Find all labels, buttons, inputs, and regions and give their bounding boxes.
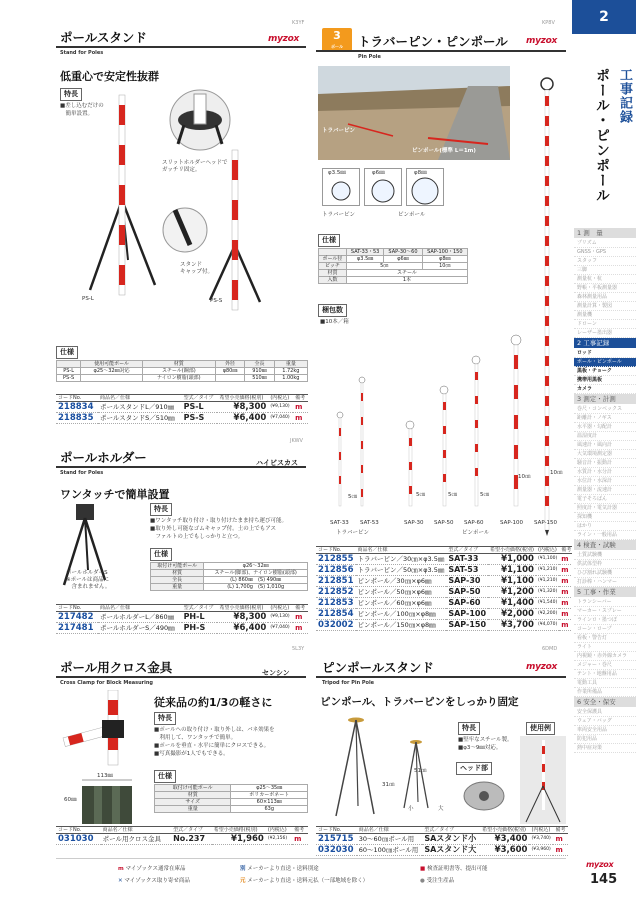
maker-code: 6DMD: [542, 646, 558, 652]
sidebar-item[interactable]: 探知機: [574, 513, 636, 522]
stock-icon: m: [559, 587, 573, 598]
order-table: コードNo. 商品名／仕様 型式／タイプ 希望小売価格(税別) (内税込) 備考 212855 トラバーピン／30㎝×φ3.5㎜ SAT-33 ¥1,000 (¥1,100) m 212856 トラバーピン／50㎝×φ3.5㎜ SAT-53 ¥1,100 (¥1,210) m 212851 ピンポール／30㎝×φ6㎜ SAP-30 ¥1,100 (¥1,210) m 212852 ピンポール／50㎝×φ6㎜ SAP-50 ¥1,200 (¥1,320) m 212853 ピンポール／60㎝×φ6㎜ SAP-60 ¥1,400 (¥1,540) m 212854 ピンポール／100㎝×φ8㎜ SAP-100 ¥2,000 (¥2,200) m 032002 ピンポール／150㎝×φ8㎜ SAP-150 ¥3,700 (¥4,070) m: [318, 547, 572, 630]
sidebar-category[interactable]: 4 検査・試験: [574, 540, 636, 550]
pin-lineup-illustration: [318, 330, 568, 520]
sidebar-category[interactable]: 1 測 量: [574, 228, 636, 238]
section-subtitle: Tripod for Pin Pole: [322, 680, 375, 686]
sidebar-item[interactable]: ポール・ピンポール: [574, 358, 636, 367]
sidebar-item[interactable]: 防犯用品: [574, 735, 636, 744]
section-rule: [56, 46, 306, 48]
sidebar-item[interactable]: はかり: [574, 522, 636, 531]
section-title-pin-stand: ピンポールスタンド: [322, 660, 434, 675]
chapter-tab[interactable]: 2: [572, 0, 636, 34]
caption-cap: スタンド キャップ付。: [180, 262, 214, 275]
sidebar-category[interactable]: 5 工事・作業: [574, 587, 636, 597]
sidebar-item[interactable]: 水平器・勾配計: [574, 423, 636, 432]
brand-name: センシン: [262, 669, 290, 677]
maker-code: KP8V: [542, 20, 555, 26]
tagline: 低重心で安定性抜群: [60, 70, 159, 83]
section-subtitle: Stand for Poles: [60, 50, 104, 56]
cross-clamp-illustration: [58, 690, 148, 770]
table-row: 212853 ピンポール／60㎝×φ6㎜ SAP-60 ¥1,400 (¥1,540) m: [316, 598, 573, 609]
category-sidebar: [572, 0, 636, 900]
sidebar-category[interactable]: 2 工事記録: [574, 338, 636, 348]
sidebar-item[interactable]: 安全保護具: [574, 708, 636, 717]
order-icon: ✕: [118, 878, 123, 884]
table-row: 218835 ポールスタンドS／510㎜ PS-S ¥6,400 (¥7,040) m: [56, 413, 308, 424]
dimension-large: 51㎝: [414, 768, 427, 774]
sidebar-item[interactable]: 水質計・水分計: [574, 468, 636, 477]
sidebar-item[interactable]: 三脚: [574, 266, 636, 275]
sidebar-item[interactable]: ラインロ・墨つぼ: [574, 616, 636, 625]
sidebar-item[interactable]: レーザー墨出器: [574, 329, 636, 338]
section-subtitle: Pin Pole: [358, 54, 381, 60]
stock-icon: m: [293, 612, 308, 623]
table-row: 031030 ポール用クロス金具 No.237 ¥1,960 (¥2,156) m: [56, 834, 308, 845]
order-table: コードNo. 商品名／仕様 型式／タイプ 希望小売価格(税別) (内税込) 備考 217482 ポールホルダーL／860㎜ PH-L ¥8,300 (¥9,130) m 217481 ポールホルダーS／490㎜ PH-S ¥6,400 (¥7,040) m: [56, 604, 308, 634]
model-label: SAP-100: [500, 520, 524, 526]
pitch-label: 10㎝: [518, 474, 531, 480]
sidebar-item[interactable]: 大気環境測定器: [574, 450, 636, 459]
model-label: SAT-33: [330, 520, 349, 526]
stock-icon: m: [559, 554, 573, 565]
feature-label: 特長: [60, 88, 82, 101]
sidebar-item[interactable]: 黒板・チョーク: [574, 367, 636, 376]
stock-icon: m: [292, 834, 308, 845]
sidebar-item[interactable]: 供試体型枠: [574, 560, 636, 569]
sidebar-title-sub: ポール・ピンポール: [594, 68, 610, 203]
order-table: コードNo. 商品名／仕様 型式／タイプ 希望小売価格(税別) (内税込) 備考 031030 ポール用クロス金具 No.237 ¥1,960 (¥2,156) m: [56, 826, 308, 845]
section-subtitle: Cross Clamp for Block Measuring: [60, 680, 153, 686]
pitch-label: 10㎝: [550, 470, 563, 476]
footer-logo: myzox: [586, 860, 614, 869]
photo-label-pole: ピンポール(標準 L＝1m): [412, 148, 476, 154]
brand-logo: myzox: [268, 34, 299, 44]
label-ps-s: PS-S: [210, 298, 223, 304]
sidebar-item[interactable]: トランシーバー: [574, 598, 636, 607]
sidebar-item[interactable]: 電子そろばん: [574, 495, 636, 504]
footer-rule: [56, 858, 566, 859]
dimension-width: 113㎜: [97, 773, 113, 779]
spec-label: 仕様: [318, 234, 340, 247]
feature-bullets: ■ポールへの取り付け・取り外しは、バネ効果を 利用して、ワンタッチで簡単。 ■ポールを垂直・水平に簡単にクロスできる。 ■写真撮影が1人でもできる。: [154, 727, 275, 757]
pitch-label: 5㎝: [416, 492, 425, 498]
section-title-traverse: トラバーピン・ピンポール: [358, 34, 508, 49]
caption-holder: ポールホルダーS ※ポールは商品に 含まれません。: [66, 570, 111, 590]
sidebar-item[interactable]: 騒音計・振動計: [574, 459, 636, 468]
pole-stand-illustration: [60, 80, 310, 340]
maker-code: K3YF: [292, 20, 305, 26]
sidebar-item[interactable]: 打診棒・ハンマー: [574, 578, 636, 587]
sidebar-item[interactable]: テント・地盤用品: [574, 670, 636, 679]
pitch-label: 5㎝: [448, 492, 457, 498]
feature-label: 特長: [154, 712, 176, 725]
sidebar-item[interactable]: 照度計・電気計器: [574, 504, 636, 513]
legend-item: ● 受注生産品: [420, 878, 455, 884]
model-label: SAP-150: [534, 520, 558, 526]
sidebar-category[interactable]: 6 安全・保安: [574, 697, 636, 707]
diameter-label: φ8㎜: [414, 170, 427, 176]
pack-label: 梱包数: [318, 304, 347, 317]
made-to-order-icon: ●: [420, 878, 425, 884]
sidebar-item[interactable]: 巻尺・コンベックス: [574, 405, 636, 414]
spec-table: 取付け可能ポール φ25〜35㎜ 材質 ポリカーボネート サイズ 60×113㎜ 重量 63g: [154, 784, 308, 813]
legend-item: 別 メーカーより直送・送料別途: [240, 866, 319, 872]
sidebar-item[interactable]: ライン・一般用品: [574, 531, 636, 540]
sidebar-item[interactable]: 土質試験機: [574, 551, 636, 560]
sidebar-item[interactable]: メジャー・巻尺: [574, 661, 636, 670]
model-label: SAP-50: [434, 520, 454, 526]
sidebar-item[interactable]: 温湿度計: [574, 432, 636, 441]
spec-label: 仕様: [56, 346, 78, 359]
feature-bullets: ■差し込むだけの 簡単設置。: [60, 103, 104, 117]
diameter-label: φ6㎜: [372, 170, 385, 176]
sidebar-item[interactable]: 測量器・流速計: [574, 486, 636, 495]
table-row: 032002 ピンポール／150㎝×φ8㎜ SAP-150 ¥3,700 (¥4,070) m: [316, 620, 573, 631]
sidebar-item[interactable]: 森林測量用品: [574, 293, 636, 302]
feature-label: 特長: [458, 722, 480, 735]
spec-label: 仕様: [150, 548, 172, 561]
stock-icon: m: [293, 413, 308, 424]
sidebar-item[interactable]: ウェア・バッグ: [574, 717, 636, 726]
sidebar-item[interactable]: 測量機: [574, 311, 636, 320]
model-label: SAP-60: [464, 520, 484, 526]
section-subtitle: Stand for Poles: [60, 470, 104, 476]
table-row: 212851 ピンポール／30㎝×φ6㎜ SAP-30 ¥1,100 (¥1,210) m: [316, 576, 573, 587]
section-rule: [316, 676, 566, 678]
certificate-icon: ■: [420, 866, 426, 872]
legend-item: ✕ マイゾックス取り寄せ商品: [118, 878, 190, 884]
maker-code: JKWV: [290, 438, 303, 444]
brand-logo: myzox: [526, 662, 557, 672]
pitch-label: 5㎝: [480, 492, 489, 498]
sidebar-item[interactable]: プリズム: [574, 239, 636, 248]
sidebar-item[interactable]: 測量計算・製図: [574, 302, 636, 311]
table-row: 217481 ポールホルダーS／490㎜ PH-S ¥6,400 (¥7,040) m: [56, 623, 308, 634]
maker-code: 5L3Y: [292, 646, 305, 652]
table-row: 215715 30〜60㎝ポール用 SAスタンド小 ¥3,400 (¥3,740) m: [316, 834, 568, 845]
sidebar-item[interactable]: 携帯用黒板: [574, 376, 636, 385]
model-label: SAP-30: [404, 520, 424, 526]
head-part-illustration: [460, 776, 508, 816]
separate-shipping-icon: 別: [240, 866, 246, 872]
stock-icon: m: [559, 620, 573, 631]
pin-stand-illustration: [326, 716, 456, 826]
sidebar-item[interactable]: 電動工具: [574, 679, 636, 688]
label-large: 大: [438, 806, 444, 812]
sidebar-item[interactable]: マーカー・スプレー: [574, 607, 636, 616]
sidebar-item[interactable]: 測量杭・杭: [574, 275, 636, 284]
group-label: ピンポール: [462, 530, 490, 536]
sidebar-item[interactable]: 作業所備品: [574, 688, 636, 697]
sidebar-category[interactable]: 3 測定・計測: [574, 394, 636, 404]
model-label: SAT-53: [360, 520, 379, 526]
page-number: 145: [590, 872, 618, 887]
spec-table: 使用可能ポール 材質 外径 全長 重量 PS-L φ25〜32㎜対応 スチール(鋼部) φ80㎜ 910㎜ 1.72kg PS-S ナイロン樹脂(頭部) 510㎜ 1.00kg: [56, 360, 308, 382]
order-table: コードNo. 商品名／仕様 型式／タイプ 希望小売価格(税別) (内税込) 備考 215715 30〜60㎝ポール用 SAスタンド小 ¥3,400 (¥3,740) m 032030 60〜100㎝ポール用 SAスタンド大 ¥3,600 (¥3,960) m: [316, 826, 568, 856]
tagline: ワンタッチで簡単設置: [60, 488, 170, 501]
site-photo: [318, 66, 510, 160]
sidebar-item[interactable]: 看板・警告灯: [574, 634, 636, 643]
sidebar-item[interactable]: ドローン: [574, 320, 636, 329]
stock-icon: m: [118, 866, 124, 872]
sidebar-item[interactable]: 内視鏡・赤外線カメラ: [574, 652, 636, 661]
feature-label: 特長: [150, 503, 172, 516]
sidebar-item[interactable]: 距離計・ノギス: [574, 414, 636, 423]
stock-icon: m: [559, 598, 573, 609]
section-title-pole-stand: ポールスタンド: [60, 30, 147, 45]
sidebar-item[interactable]: 車両安全用品: [574, 726, 636, 735]
section-rule: [316, 50, 566, 52]
spec-table: 取付け可能ポール φ26〜32㎜ 材質 スチール(脚部)、ナイロン樹脂(頭部) 全長 (L) 860㎜ (S) 490㎜ 重量 (L) 1,700g (S) 1,010g: [150, 562, 308, 591]
head-label: ヘッド部: [456, 762, 492, 775]
caption-head: スリットホルダーヘッドで ガッチリ固定。: [162, 160, 228, 173]
sidebar-item[interactable]: GNSS・GPS: [574, 248, 636, 257]
order-table: コードNo. 商品名／仕様 型式／タイプ 希望小売価格(税別) (内税込) 備考 218834 ポールスタンドL／910㎜ PS-L ¥8,300 (¥9,130) m 218835 ポールスタンドS／510㎜ PS-S ¥6,400 (¥7,040) m: [56, 394, 308, 424]
stock-icon: m: [293, 402, 308, 413]
feature-bullets: ■堅牢なスチール製。 ■φ3〜9㎜対応。: [458, 737, 513, 751]
diameter-label: φ3.5㎜: [328, 170, 346, 176]
stock-icon: m: [293, 623, 308, 634]
sidebar-item[interactable]: ひび割れ試験機: [574, 569, 636, 578]
diameter-caption: ピンポール: [398, 212, 426, 218]
stock-icon: m: [553, 834, 568, 845]
brand-name: ハイビスカス: [256, 459, 298, 467]
label-small: 小: [408, 806, 414, 812]
section-title-pole-holder: ポールホルダー: [60, 450, 147, 465]
tagline: 従来品の約1/3の軽さに: [154, 696, 273, 709]
pack-count: ■10本／箱: [320, 319, 349, 325]
legend-item: ■ 検査証明書等、提出可能: [420, 866, 488, 872]
table-row: 212855 トラバーピン／30㎝×φ3.5㎜ SAT-33 ¥1,000 (¥1,100) m: [316, 554, 573, 565]
spec-label: 仕様: [154, 770, 176, 783]
photo-label-pin: トラバーピン: [322, 128, 356, 134]
usage-label: 使用例: [526, 722, 555, 735]
diameter-caption: トラバーピン: [322, 212, 356, 218]
stock-icon: m: [559, 565, 573, 576]
sidebar-item[interactable]: スタッフ: [574, 257, 636, 266]
sidebar-item[interactable]: カメラ: [574, 385, 636, 394]
stock-icon: m: [559, 576, 573, 587]
spec-table: SAT-33・53 SAP-30〜60 SAP-100・150 ポール径 φ3.5㎜ φ6㎜ φ8㎜ ピッチ 5㎝ 10㎝ 材質 スチール 入数 1本: [318, 248, 468, 284]
table-row: 218834 ポールスタンドL／910㎜ PS-L ¥8,300 (¥9,130) m: [56, 402, 308, 413]
pitch-label: 5㎝: [348, 494, 357, 500]
sidebar-item[interactable]: 熱中症対策: [574, 744, 636, 753]
group-label: トラバーピン: [336, 530, 370, 536]
section-title-cross-clamp: ポール用クロス金具: [60, 660, 173, 675]
dimension-small: 31㎝: [382, 782, 395, 788]
table-row: 212852 ピンポール／50㎝×φ6㎜ SAP-50 ¥1,200 (¥1,320) m: [316, 587, 573, 598]
sidebar-item[interactable]: ライト: [574, 643, 636, 652]
tagline: ピンポール、トラバーピンをしっかり固定: [320, 696, 519, 708]
stock-icon: m: [553, 845, 568, 856]
table-row: 032030 60〜100㎝ポール用 SAスタンド大 ¥3,600 (¥3,960) m: [316, 845, 568, 856]
brand-logo: myzox: [526, 36, 557, 46]
legend-item: 元 メーカーより直送・送料元払（一部地域を除く）: [240, 878, 369, 884]
sidebar-item[interactable]: コーン・ロープ: [574, 625, 636, 634]
sidebar-item[interactable]: 野帳・平板測量器: [574, 284, 636, 293]
sidebar-item[interactable]: 風速計・風向計: [574, 441, 636, 450]
sidebar-title-main: 工事記録: [617, 68, 632, 124]
stock-icon: m: [559, 609, 573, 620]
table-row: 212854 ピンポール／100㎝×φ8㎜ SAP-100 ¥2,000 (¥2,200) m: [316, 609, 573, 620]
table-row: 217482 ポールホルダーL／860㎜ PH-L ¥8,300 (¥9,130) m: [56, 612, 308, 623]
prepaid-shipping-icon: 元: [240, 878, 246, 884]
feature-bullets: ■ワンタッチ取り付け・取り付けたまま持ち運び可能。 ■取り外し可能なゴムキャップ付。土の上でもアス ファルトの上でもしっかりと立つ。: [150, 518, 287, 540]
sidebar-item[interactable]: ロッド: [574, 349, 636, 358]
table-row: 212856 トラバーピン／50㎝×φ3.5㎜ SAT-53 ¥1,100 (¥1,210) m: [316, 565, 573, 576]
label-ps-l: PS-L: [82, 296, 94, 302]
category-badge: 3 ポール: [322, 28, 352, 52]
dimension-height: 60㎜: [64, 797, 77, 803]
usage-example-photo: [520, 736, 566, 824]
clamp-dimension-illustration: [72, 778, 142, 828]
sidebar-item[interactable]: 水位計・水深計: [574, 477, 636, 486]
legend-item: m マイゾックス通常在庫品: [118, 866, 186, 872]
